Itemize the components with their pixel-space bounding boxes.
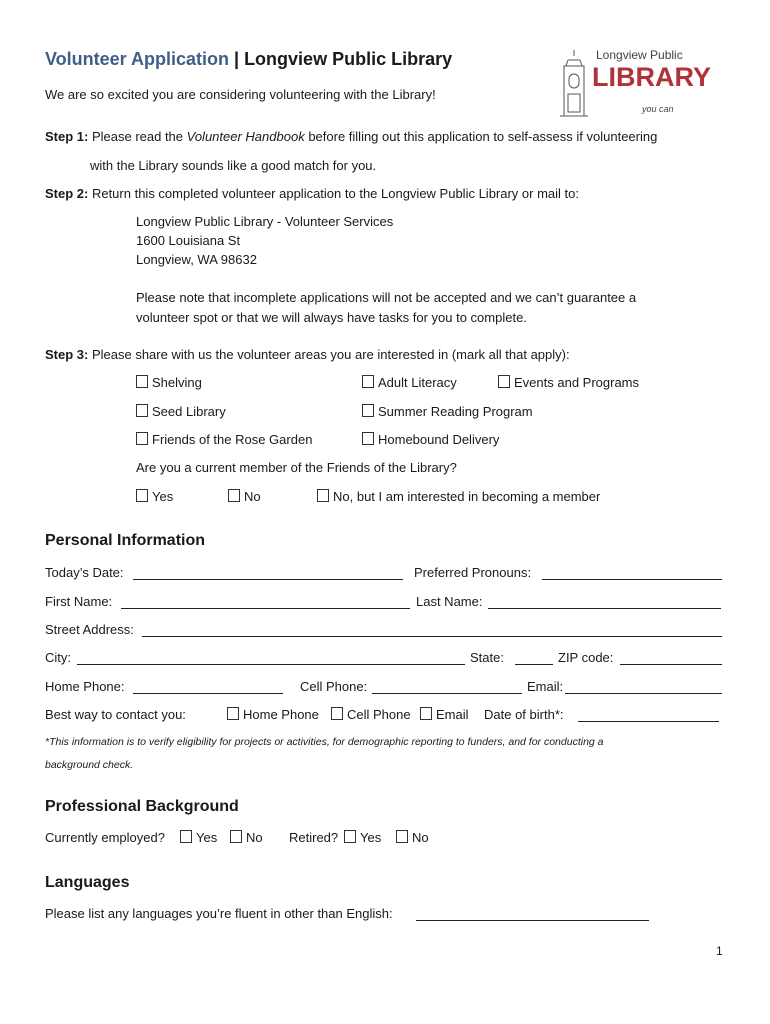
option-label: No xyxy=(246,830,263,845)
zip-field[interactable] xyxy=(620,650,722,665)
professional-heading: Professional Background xyxy=(45,798,239,815)
step1-continued: with the Library sounds like a good match for you. xyxy=(90,158,377,173)
last-name-field[interactable] xyxy=(488,594,721,609)
retired-no-checkbox[interactable] xyxy=(396,830,429,845)
pronouns-label: Preferred Pronouns: xyxy=(414,565,532,580)
first-name-field[interactable] xyxy=(121,594,410,609)
step1-pre: Please read the xyxy=(88,129,187,144)
street-address-label: Street Address: xyxy=(45,622,134,637)
option-label: Yes xyxy=(360,830,382,845)
logo-line2: LIBRARY xyxy=(592,62,711,92)
employed-no-checkbox[interactable] xyxy=(230,830,263,845)
checkbox-icon[interactable] xyxy=(136,375,148,388)
library-logo xyxy=(556,44,711,122)
option-label: No, but I am interested in becoming a member xyxy=(333,489,601,504)
contact-method-label: Best way to contact you: xyxy=(45,707,186,722)
area-checkbox-events[interactable] xyxy=(498,375,639,390)
step3-body: Please share with us the volunteer areas you are interested in (mark all that apply): xyxy=(88,347,570,362)
checkbox-icon[interactable] xyxy=(420,707,432,720)
checkbox-icon[interactable] xyxy=(331,707,343,720)
employed-label: Currently employed? xyxy=(45,830,165,845)
checkbox-icon[interactable] xyxy=(498,375,510,388)
checkbox-icon[interactable] xyxy=(136,489,148,502)
last-name-label: Last Name: xyxy=(416,594,483,609)
todays-date-field[interactable] xyxy=(133,565,403,580)
address-line: Longview, WA 98632 xyxy=(136,252,257,267)
option-label: No xyxy=(412,830,429,845)
dob-label: Date of birth*: xyxy=(484,707,564,722)
languages-question: Please list any languages you’re fluent in other than English: xyxy=(45,906,393,921)
zip-label: ZIP code: xyxy=(558,650,614,665)
contact-cell-phone-checkbox[interactable] xyxy=(331,707,411,722)
retired-yes-checkbox[interactable] xyxy=(344,830,381,845)
area-checkbox-shelving[interactable] xyxy=(136,375,202,390)
friends-no-checkbox[interactable] xyxy=(228,489,261,504)
street-address-field[interactable] xyxy=(142,622,722,637)
home-phone-field[interactable] xyxy=(133,679,283,694)
area-label: Summer Reading Program xyxy=(378,404,533,419)
footnote-continued: background check. xyxy=(45,759,134,771)
area-checkbox-rose-garden[interactable] xyxy=(136,432,312,447)
state-label: State: xyxy=(470,650,504,665)
area-checkbox-seed-library[interactable] xyxy=(136,404,226,419)
checkbox-icon[interactable] xyxy=(396,830,408,843)
area-label: Adult Literacy xyxy=(378,375,457,390)
footnote: *This information is to verify eligibility for projects or activities, for demographic reporting to funders, and for conducting a xyxy=(45,736,604,748)
languages-field[interactable] xyxy=(416,906,649,921)
logo-tagline: you can xyxy=(642,104,674,114)
checkbox-icon[interactable] xyxy=(180,830,192,843)
employed-question xyxy=(45,830,165,845)
checkbox-icon[interactable] xyxy=(227,707,239,720)
title-part2: Longview Public Library xyxy=(244,49,453,69)
title-part1: Volunteer Application xyxy=(45,49,230,69)
city-field[interactable] xyxy=(77,650,465,665)
checkbox-icon[interactable] xyxy=(317,489,329,502)
handbook-title: Volunteer Handbook xyxy=(186,129,305,144)
step1-label: Step 1: xyxy=(45,129,89,144)
email-field[interactable] xyxy=(565,679,722,694)
page-title xyxy=(45,49,452,70)
dob-field[interactable] xyxy=(578,707,719,722)
address-line: Longview Public Library - Volunteer Services xyxy=(136,214,394,229)
option-label: No xyxy=(244,489,261,504)
area-checkbox-homebound[interactable] xyxy=(362,432,499,447)
intro-text: We are so excited you are considering volunteering with the Library! xyxy=(45,87,436,102)
email-label: Email: xyxy=(527,679,564,694)
retired-label: Retired? xyxy=(289,830,339,845)
state-field[interactable] xyxy=(515,650,553,665)
checkbox-icon[interactable] xyxy=(344,830,356,843)
friends-question: Are you a current member of the Friends of the Library? xyxy=(136,460,457,475)
step2-label: Step 2: xyxy=(45,186,89,201)
address-line: 1600 Louisiana St xyxy=(136,233,241,248)
languages-heading: Languages xyxy=(45,874,130,891)
step3-label: Step 3: xyxy=(45,347,89,362)
step2-note: volunteer spot or that we will always have tasks for you to complete. xyxy=(136,310,527,325)
area-label: Homebound Delivery xyxy=(378,432,500,447)
option-label: Email xyxy=(436,707,469,722)
area-label: Friends of the Rose Garden xyxy=(152,432,313,447)
checkbox-icon[interactable] xyxy=(136,432,148,445)
city-label: City: xyxy=(45,650,71,665)
area-label: Events and Programs xyxy=(514,375,640,390)
option-label: Cell Phone xyxy=(347,707,411,722)
option-label: Home Phone xyxy=(243,707,319,722)
personal-info-heading: Personal Information xyxy=(45,532,206,549)
step3-text xyxy=(45,347,570,362)
title-separator: | xyxy=(229,49,245,69)
pronouns-field[interactable] xyxy=(542,565,722,580)
cell-phone-label: Cell Phone: xyxy=(300,679,368,694)
first-name-label: First Name: xyxy=(45,594,113,609)
page-number: 1 xyxy=(716,944,723,958)
area-label: Seed Library xyxy=(152,404,226,419)
area-checkbox-adult-literacy[interactable] xyxy=(362,375,457,390)
step2-text xyxy=(45,186,579,201)
step1-post: before filling out this application to self-assess if volunteering xyxy=(304,129,658,144)
area-checkbox-summer-reading[interactable] xyxy=(362,404,533,419)
step2-note: Please note that incomplete applications will not be accepted and we can’t guarantee a xyxy=(136,290,637,305)
area-label: Shelving xyxy=(152,375,202,390)
todays-date-label: Today’s Date: xyxy=(45,565,124,580)
logo-line1: Longview Public xyxy=(596,48,683,62)
home-phone-label: Home Phone: xyxy=(45,679,125,694)
friends-interested-checkbox[interactable] xyxy=(317,489,600,504)
contact-email-checkbox[interactable] xyxy=(420,707,469,722)
step2-body: Return this completed volunteer application to the Longview Public Library or mail to: xyxy=(88,186,579,201)
employed-yes-checkbox[interactable] xyxy=(180,830,217,845)
option-label: Yes xyxy=(196,830,218,845)
checkbox-icon[interactable] xyxy=(136,404,148,417)
step1-text xyxy=(45,129,657,144)
checkbox-icon[interactable] xyxy=(228,489,240,502)
checkbox-icon[interactable] xyxy=(362,432,374,445)
checkbox-icon[interactable] xyxy=(362,375,374,388)
checkbox-icon[interactable] xyxy=(362,404,374,417)
friends-yes-checkbox[interactable] xyxy=(136,489,173,504)
option-label: Yes xyxy=(152,489,174,504)
checkbox-icon[interactable] xyxy=(230,830,242,843)
contact-home-phone-checkbox[interactable] xyxy=(227,707,319,722)
cell-phone-field[interactable] xyxy=(372,679,522,694)
